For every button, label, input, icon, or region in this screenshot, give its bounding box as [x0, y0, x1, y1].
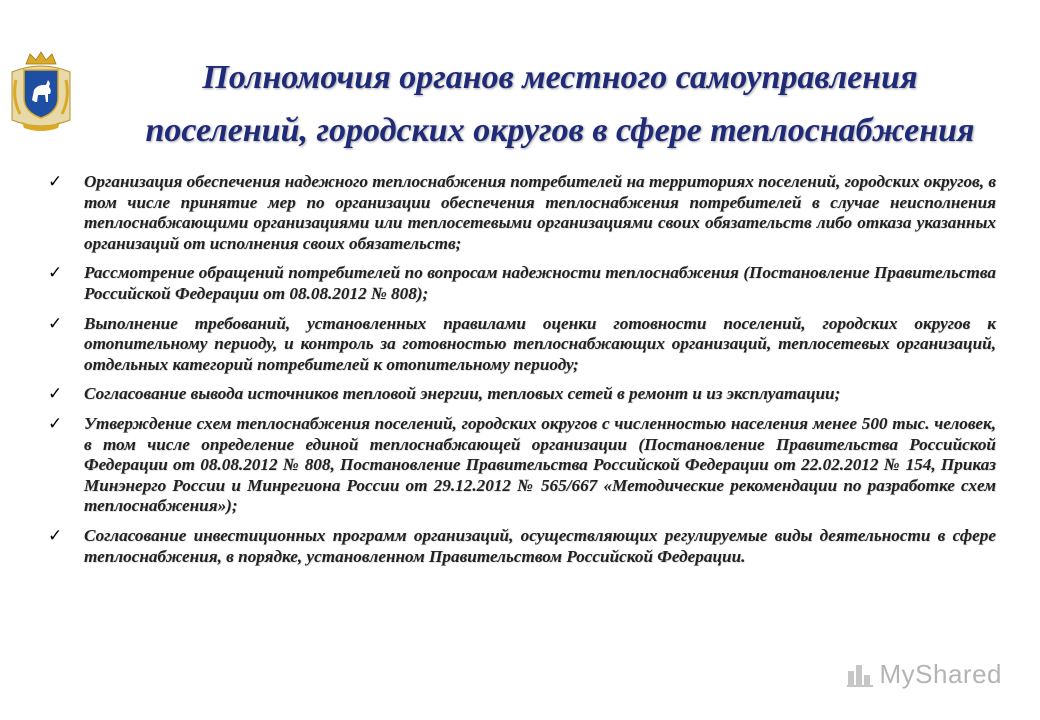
- list-item-text: Согласование вывода источников тепловой энергии, тепловых сетей в ремонт и из эксплуатации;: [84, 384, 841, 404]
- list-item-text: Выполнение требований, установленных правилами оценки готовности поселений, городских округов к отопительному периоду, и контроль за готовностью теплоснабжающих организаций, теплосетевых организаций, отдельных категорий потребителей к отопительному периоду;: [84, 313, 996, 374]
- myshared-logo-icon: [846, 661, 874, 689]
- checkmark-icon: ✓: [48, 172, 63, 192]
- checkmark-icon: ✓: [48, 313, 63, 334]
- list-item-text: Утверждение схем теплоснабжения поселений, городских округов с численностью населения менее 500 тыс. человек, в том числе определение единой теплоснабжающей организации (Постановление Правительства Российской Федерации от 08.08.2012 № 808, Постановление Правительства Российской Федерации от 22.02.2012 № 154, Приказ Минэнерго России и Минрегиона России от 29.12.2012 № 565/667 «Методические рекомендации по разработке схем теплоснабжения»);: [84, 413, 996, 516]
- watermark: [846, 659, 1003, 690]
- page-title: [100, 52, 1020, 157]
- list-item-text: Рассмотрение обращений потребителей по вопросам надежности теплоснабжения (Постановление Правительства Российской Федерации от 08.08.2012 № 808);: [84, 263, 996, 303]
- checkmark-icon: ✓: [48, 413, 63, 434]
- checkmark-icon: ✓: [48, 384, 63, 405]
- powers-list: [46, 172, 996, 576]
- list-item: [46, 172, 996, 254]
- list-item: [46, 314, 996, 376]
- watermark-text: MyShared: [879, 659, 1002, 689]
- title-line-2: поселений, городских округов в сфере теплоснабжения: [145, 111, 975, 149]
- title-line-1: Полномочия органов местного самоуправления: [202, 59, 918, 96]
- samara-coat-of-arms-icon: [8, 50, 74, 134]
- list-item-text: Согласование инвестиционных программ организаций, осуществляющих регулируемые виды деятельности в сфере теплоснабжения, в порядке, установленном Правительством Российской Федерации.: [84, 525, 996, 566]
- checkmark-icon: ✓: [48, 263, 63, 284]
- list-item: [46, 384, 996, 405]
- list-item: [46, 526, 996, 567]
- list-item: [46, 263, 996, 304]
- checkmark-icon: ✓: [48, 525, 63, 546]
- list-item-text: Организация обеспечения надежного теплоснабжения потребителей на территориях поселений, городских округов, в том числе принятие мер по организации обеспечения теплоснабжения потребителей в случае неисполнения теплоснабжающими организациями или теплосетевыми организациями своих обязательств либо отказа указанных организаций от исполнения своих обязательств;: [84, 172, 996, 253]
- list-item: [46, 414, 996, 517]
